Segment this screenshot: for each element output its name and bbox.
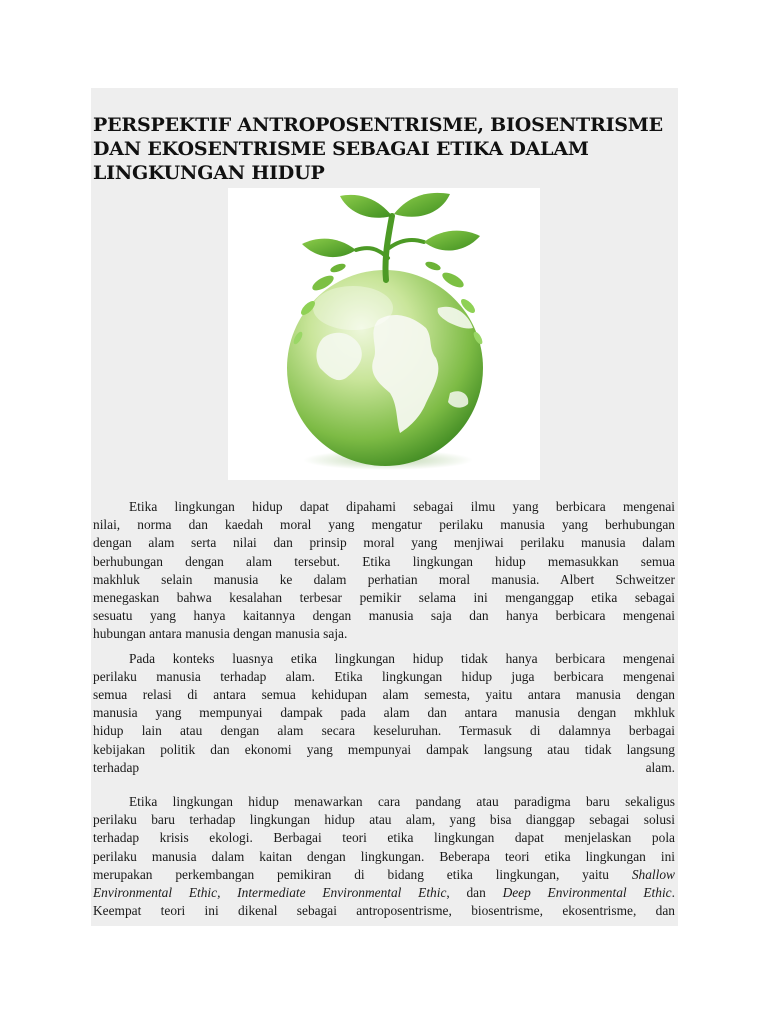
text-line: sesuatu yang hanya kaitannya dengan manusia saja dan hanya berbicara mengenai (93, 608, 675, 624)
document-page (91, 88, 678, 926)
title-line: PERSPEKTIF ANTROPOSENTRISME, BIOSENTRISME (93, 114, 663, 136)
green-globe-with-sprout-icon (228, 188, 540, 480)
text-line: menegaskan bahwa kesalahan terbesar pemikir selama ini menganggap etika sebagai (93, 590, 675, 606)
document-body (93, 498, 675, 920)
text-line: dengan alam serta nilai dan prinsip moral yang menjiwai perilaku manusia dalam (93, 535, 675, 551)
text-line: semua relasi di antara semua kehidupan alam semesta, yaitu antara manusia dengan (93, 687, 675, 703)
text-line: hidup lain atau dengan alam secara keseluruhan. Termasuk di dalamnya berbagai (93, 723, 675, 739)
text-line: kebijakan politik dan ekonomi yang mempunyai dampak langsung atau tidak langsung (93, 741, 675, 757)
paragraph (93, 498, 675, 644)
italic-term: Deep Environmental Ethic (502, 885, 672, 901)
text-line: Pada konteks luasnya etika lingkungan hidup tidak hanya berbicara mengenai (129, 650, 675, 666)
text-line: hubungan antara manusia dengan manusia saja. (93, 626, 348, 642)
text-line (93, 884, 675, 902)
title-line: DAN EKOSENTRISME SEBAGAI ETIKA DALAM (93, 138, 589, 160)
paragraph (93, 650, 675, 777)
italic-term: Shallow (631, 866, 675, 882)
text-line: nilai, norma dan kaedah moral yang mengatur perilaku manusia yang berhubungan (93, 517, 675, 533)
text-line: Keempat teori ini dikenal sebagai antroposentrisme, biosentrisme, ekosentrisme, dan (93, 903, 675, 919)
text-line (93, 866, 675, 884)
document-title (93, 113, 673, 185)
text-line: Etika lingkungan hidup dapat dipahami sebagai ilmu yang berbicara mengenai (129, 499, 675, 514)
text-line: terhadap alam. (93, 759, 675, 775)
text-line: perilaku manusia terhadap alam. Etika lingkungan hidup juga berbicara mengenai (93, 668, 675, 684)
text-segment: , dan (446, 885, 503, 901)
paragraph (93, 793, 675, 920)
text-segment: merupakan perkembangan pemikiran di bidang etika lingkungan, yaitu (93, 866, 609, 882)
text-segment: . (671, 885, 675, 901)
text-line: terhadap krisis ekologi. Berbagai teori etika lingkungan dapat menjelaskan pola (93, 830, 675, 846)
title-line: LINGKUNGAN HIDUP (93, 162, 325, 184)
text-line: makhluk selain manusia ke dalam perhatian moral manusia. Albert Schweitzer (93, 571, 675, 587)
text-line: manusia yang mempunyai dampak pada alam dan antara manusia dengan mkhluk (93, 705, 675, 721)
text-line: berhubungan dengan alam tersebut. Etika lingkungan hidup memasukkan semua (93, 553, 675, 569)
text-line: perilaku manusia dalam kaitan dengan lingkungan. Beberapa teori etika lingkungan ini (93, 848, 675, 864)
text-line: Etika lingkungan hidup menawarkan cara pandang atau paradigma baru sekaligus (129, 794, 675, 810)
italic-term: Environmental Ethic, Intermediate Environmental Ethic (93, 885, 447, 901)
text-line: perilaku baru terhadap lingkungan hidup atau alam, yang bisa dianggap sebagai solusi (93, 812, 675, 828)
